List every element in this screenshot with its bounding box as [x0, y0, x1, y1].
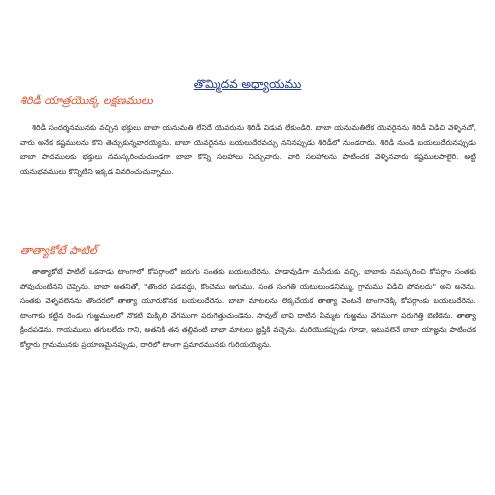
paragraph-tatya-kote-patil: తాత్యాకోటే పాటిల్ ఒకనాడు టాంగాలో కోపర్గాంలో జరుగు సంతకు బయలుదేరెను. హడావుడిగా మసీదుకు వచ్చి, బాబాకు నమస్కరించి కోపర్గాం సంతకు పోవుచుంటినని చెప్పెను. బాబా అతనితో, "తొందర పడవద్దు, కొంచెము ఆగుము. సంత సంగతి యటులుండనిమ్ము, గ్రామము విడిచి పోవలదు" అని అనెను. సంతకు వెళ్ళవలెనను తొందరలో తాత్యా యూరుకొనక బయలుదేరెను. బాబా మాటలను లెక్కచేయక తాత్యా వెంటనే టాంగానెక్కి కోపర్గాంకు బయలుదేరెను. టాంగాకు కట్టిన రెండు గుఱ్ఱములలో నొకటి మిక్కిలి వేగముగా పరుగెత్తుచుండెను. సావుల్ బావి దాటిన పిమ్మట గుఱ్ఱము వేగముగా పరుగెత్తి బెణికెను. తాత్యా క్రిందపడెను. గాయములు తగులలేదు గాని, అతనికి తన తల్లివంటి బాబా మాటలు జ్ఞప్తికి వచ్చెను. మరియొకప్పుడు గూడా, ఇటువలెనే బాబా యాజ్ఞను పాటించక కోల్హారు గ్రామమునకు ప్రయాణమైనప్పుడు, దారిలో టాంగా ప్రమాదమునకు గురియయ్యెను.	[20, 267, 476, 349]
chapter-title: తొమ్మిదవ అధ్యాయము	[193, 77, 302, 91]
section-heading-tatya-kote-patil: తాత్యాకోటే పాటిల్	[20, 244, 97, 257]
paragraph-shirdi-yatra: శిరిడీ సందర్శనమునకు వచ్చిన భక్తులు బాబా యనుమతి లేనిదే యెవరును శిరిడీ విడువ లేకుండిరి. బాబా యనుమతిలేక యెవరైనను శిరిడీ విడిచి వెళ్ళినచో, వారు అనేక కష్టములను కొని తెచ్చుకున్నవారయ్యెను. బాబా యెవరైనను బయలుదేరవచ్చు ననినప్పుడు శిరిడీలో నుండరాదు. శిరిడీ నుండి బయలుదేరునప్పుడు బాబా పాదములకు భక్తులు నమస్కరించుచుండగా బాబా కొన్ని సలహాలు నిచ్చువారు. వారి సలహాలను పాటించక వెళ్ళినవారు కష్టములపాలైరి. అట్టి యనుభవములు కొన్నిటిని ఇక్కడ వివరించుచున్నాము.	[20, 123, 476, 176]
section-heading-shirdi-yatra: శిరిడీ యాత్రయొక్క లక్షణములు	[20, 94, 153, 107]
